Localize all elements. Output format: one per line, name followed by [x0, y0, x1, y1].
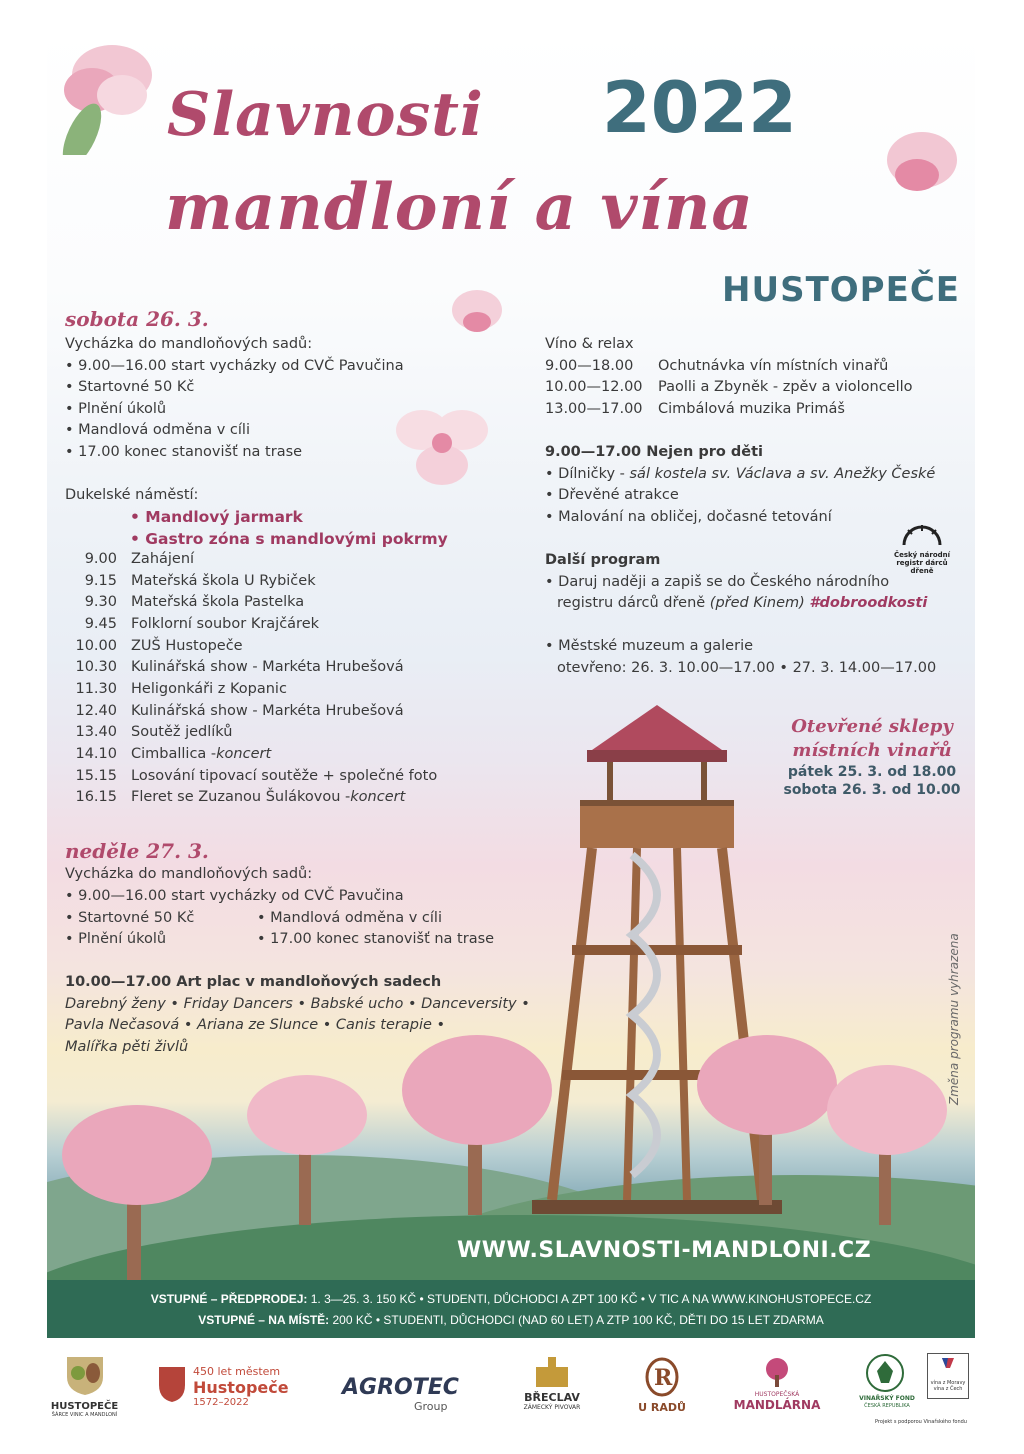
schedule-label-italic: koncert [350, 789, 406, 806]
title-line1: Slavnosti [167, 80, 484, 150]
wine-brand: vína z Moravy vína z Čech [930, 1380, 966, 1392]
schedule-label: Mateřská škola Pastelka [131, 594, 305, 611]
square-highlight: • Mandlový jarmark [130, 508, 303, 526]
saturday-walk-item: • Startovné 50 Kč [65, 379, 195, 395]
almond-flower-icon [442, 280, 512, 350]
sunday-walk-item: • Plnění úkolů [65, 931, 167, 947]
mandlarna-line1: HUSTOPEČSKÁ [754, 1391, 800, 1398]
anniv-line3: 1572–2022 [193, 1397, 249, 1408]
schedule-row [47, 659, 404, 675]
sunday-walk-item: • Mandlová odměna v cíli [257, 910, 442, 926]
other-line: • Daruj naději a zapiš se do Českého národního [545, 574, 890, 590]
town-name: HUSTOPEČE [722, 270, 960, 310]
schedule-time: 10.30 [75, 659, 117, 676]
art-heading: 10.00—17.00 Art plac v mandloňových sadech [65, 974, 442, 990]
registry-logo [892, 525, 952, 575]
logo-anniversary [157, 1365, 317, 1408]
schedule-time: 10.00 [75, 637, 117, 654]
schedule-row [47, 681, 287, 697]
poster [47, 25, 975, 1338]
wine-item [545, 377, 913, 399]
fund-note: Projekt s podporou Vinařského fondu [875, 1419, 967, 1425]
schedule-label: ZUŠ Hustopeče [131, 637, 243, 654]
wine-item [545, 356, 888, 378]
schedule-label-italic: koncert [216, 745, 272, 762]
registry-place: (před Kinem) [709, 595, 810, 611]
saturday-walk-item: • Plnění úkolů [65, 401, 167, 417]
schedule-label: Cimballica - [131, 745, 217, 762]
schedule-time: 9.30 [84, 594, 117, 611]
ticket-band [47, 1280, 975, 1338]
schedule-label: Folklorní soubor Krajčárek [131, 615, 320, 632]
grape-leaf-icon [865, 1353, 905, 1393]
breclav-sub: ZÁMECKÝ PIVOVAR [523, 1404, 581, 1411]
almond-tree-icon [827, 1065, 947, 1225]
wine-time: 9.00—18.00 [545, 358, 634, 374]
title-year: 2022 [602, 67, 797, 149]
schedule-time: 16.15 [75, 789, 117, 806]
square-highlight: • Gastro zóna s mandlovými pokrmy [130, 530, 448, 548]
wine-item [545, 399, 845, 421]
sponsor-logos [47, 1345, 975, 1435]
wine-label: Cimbálová muzika Primáš [658, 401, 845, 417]
schedule-time: 15.15 [75, 767, 117, 784]
schedule-label: Kulinářská show - Markéta Hrubešová [131, 702, 404, 719]
logo-breclav [517, 1355, 587, 1411]
art-line: Malířka pěti živlů [65, 1039, 189, 1055]
almond-flower-icon [52, 35, 162, 155]
schedule-row [47, 573, 316, 589]
anniv-line2: Hustopeče [193, 1378, 289, 1397]
almond-tree-icon [57, 1105, 217, 1285]
almond-flower-icon [877, 120, 967, 210]
u-radu-name: U RADŮ [638, 1401, 686, 1414]
square-heading: Dukelské náměstí: [65, 487, 199, 503]
breclav-name: BŘECLAV [524, 1391, 580, 1404]
schedule-row [47, 746, 271, 762]
ticket-door-label: VSTUPNÉ – NA MÍSTĚ: [198, 1313, 330, 1327]
schedule-label: Soutěž jedlíků [131, 724, 233, 741]
cellars-date: sobota 26. 3. od 10.00 [783, 782, 961, 798]
schedule-label: Mateřská škola U Rybiček [131, 572, 316, 589]
r-monogram-icon [644, 1357, 680, 1397]
logo-hustopece-sub: ŠÁRCE VINIC A MANDLONÍ [51, 1412, 118, 1418]
art-line: Pavla Nečasová • Ariana ze Slunce • Canis terapie • [65, 1017, 446, 1033]
art-line: Darebný ženy • Friday Dancers • Babské ucho • Danceversity • [65, 996, 530, 1012]
saturday-walk-item: • 17.00 konec stanovišť na trase [65, 444, 303, 460]
schedule-label: Fleret se Zuzanou Šulákovou - [131, 789, 351, 806]
ticket-door-text: 200 KČ • STUDENTI, DŮCHODCI (NAD 60 LET) A ZTP 100 KČ, DĚTI DO 15 LET ZDARMA [329, 1313, 824, 1327]
schedule-row [47, 638, 243, 654]
schedule-row [47, 551, 194, 567]
glass-icon [938, 1356, 958, 1376]
schedule-time: 13.40 [75, 724, 117, 741]
schedule-row [47, 789, 405, 805]
kids-item-place: sál kostela sv. Václava a sv. Anežky České [629, 466, 936, 482]
sunday-walk-item: • 17.00 konec stanovišť na trase [257, 931, 495, 947]
ticket-presale-label: VSTUPNÉ – PŘEDPRODEJ: [150, 1292, 308, 1306]
logo-wine-fund [857, 1353, 975, 1433]
ticket-presale-text: 1. 3—25. 3. 150 KČ • STUDENTI, DŮCHODCI A ZPT 100 KČ • V TIC A NA WWW.KINOHUSTOPECE.CZ [307, 1292, 872, 1306]
ticket-door [47, 1313, 975, 1327]
kids-item-text: • Dílničky - [545, 466, 630, 482]
castle-icon [532, 1355, 572, 1387]
kids-heading: 9.00—17.00 Nejen pro děti [545, 444, 763, 460]
schedule-row [47, 724, 232, 740]
wine-time: 13.00—17.00 [545, 401, 643, 417]
cellars-title: Otevřené sklepy [791, 716, 953, 737]
agrotec-sub: Group [414, 1400, 448, 1413]
almond-tree-icon [402, 1035, 552, 1215]
logo-mandlarna [727, 1357, 827, 1412]
ticket-presale [47, 1292, 975, 1306]
sunday-walk-item: • 9.00—16.00 start vycházky od CVČ Pavučina [65, 888, 404, 904]
anniv-line1: 450 let městem [193, 1365, 281, 1378]
logo-agrotec [342, 1375, 462, 1413]
schedule-time: 9.15 [84, 572, 117, 589]
open-cellars [772, 715, 972, 799]
logo-hustopece [47, 1353, 122, 1418]
sunrise-icon [900, 525, 944, 547]
schedule-row [47, 703, 404, 719]
schedule-time: 14.10 [75, 745, 117, 762]
kids-item [545, 464, 935, 486]
wine-time: 10.00—12.00 [545, 379, 643, 395]
hashtag: #dobroodkosti [809, 595, 928, 611]
wine-brand-box [927, 1353, 969, 1399]
logo-u-radu [632, 1357, 692, 1414]
schedule-time: 12.40 [75, 702, 117, 719]
tree-icon [760, 1357, 794, 1387]
other-line [557, 593, 927, 615]
fund-name: VINAŘSKÝ FOND [859, 1395, 915, 1402]
cellars-date: pátek 25. 3. od 18.00 [787, 764, 957, 780]
sunday-walk-heading: Vycházka do mandloňových sadů: [65, 866, 313, 882]
schedule-label: Heligonkáři z Kopanic [131, 680, 287, 697]
saturday-walk-item: • Mandlová odměna v cíli [65, 422, 250, 438]
registry-logo-text: Český národní registr dárců dřeně [893, 551, 951, 575]
website-link[interactable]: WWW.SLAVNOSTI-MANDLONI.CZ [457, 1238, 872, 1263]
saturday-heading: sobota 26. 3. [65, 307, 209, 331]
registry-text: registru dárců dřeně [557, 595, 710, 611]
crest-icon [157, 1365, 187, 1403]
wine-heading: Víno & relax [545, 336, 634, 352]
saturday-walk-heading: Vycházka do mandloňových sadů: [65, 336, 313, 352]
agrotec-name: AGROTEC [342, 1375, 459, 1400]
saturday-walk-item: • 9.00—16.00 start vycházky od CVČ Pavučina [65, 358, 404, 374]
wine-label: Paolli a Zbyněk - zpěv a violoncello [658, 379, 913, 395]
schedule-label: Kulinářská show - Markéta Hrubešová [131, 659, 404, 676]
kids-item: • Malování na obličej, dočasné tetování [545, 509, 832, 525]
kids-item: • Dřevěné atrakce [545, 487, 679, 503]
logo-hustopece-name: HUSTOPEČE [50, 1401, 119, 1412]
almond-flower-icon [387, 395, 497, 495]
sunday-walk-item: • Startovné 50 Kč [65, 910, 195, 926]
schedule-label: Losování tipovací soutěže + společné foto [131, 767, 438, 784]
schedule-row [47, 616, 319, 632]
schedule-time: 9.00 [84, 551, 117, 567]
fund-sub: ČESKÁ REPUBLIKA [864, 1403, 910, 1409]
cellars-title: místních vinařů [792, 740, 952, 761]
mandlarna-line2: MANDLÁRNA [733, 1398, 821, 1412]
schedule-row [47, 768, 437, 784]
schedule-time: 9.45 [84, 615, 117, 632]
title-line2: mandloní a vína [165, 170, 754, 245]
town-crest-icon [63, 1353, 107, 1397]
svg-text:R: R [654, 1365, 673, 1391]
schedule-time: 11.30 [75, 680, 117, 697]
change-note: Změna programu vyhrazena [947, 933, 961, 1105]
almond-tree-icon [247, 1075, 367, 1225]
wine-label: Ochutnávka vín místních vinařů [658, 358, 889, 374]
almond-tree-icon [697, 1035, 837, 1205]
schedule-row [47, 594, 304, 610]
other-heading: Další program [545, 552, 661, 568]
schedule-label: Zahájení [131, 551, 195, 567]
museum-line: • Městské muzeum a galerie [545, 638, 754, 654]
sunday-heading: neděle 27. 3. [65, 839, 209, 863]
museum-hours: otevřeno: 26. 3. 10.00—17.00 • 27. 3. 14.00—17.00 [557, 660, 937, 676]
